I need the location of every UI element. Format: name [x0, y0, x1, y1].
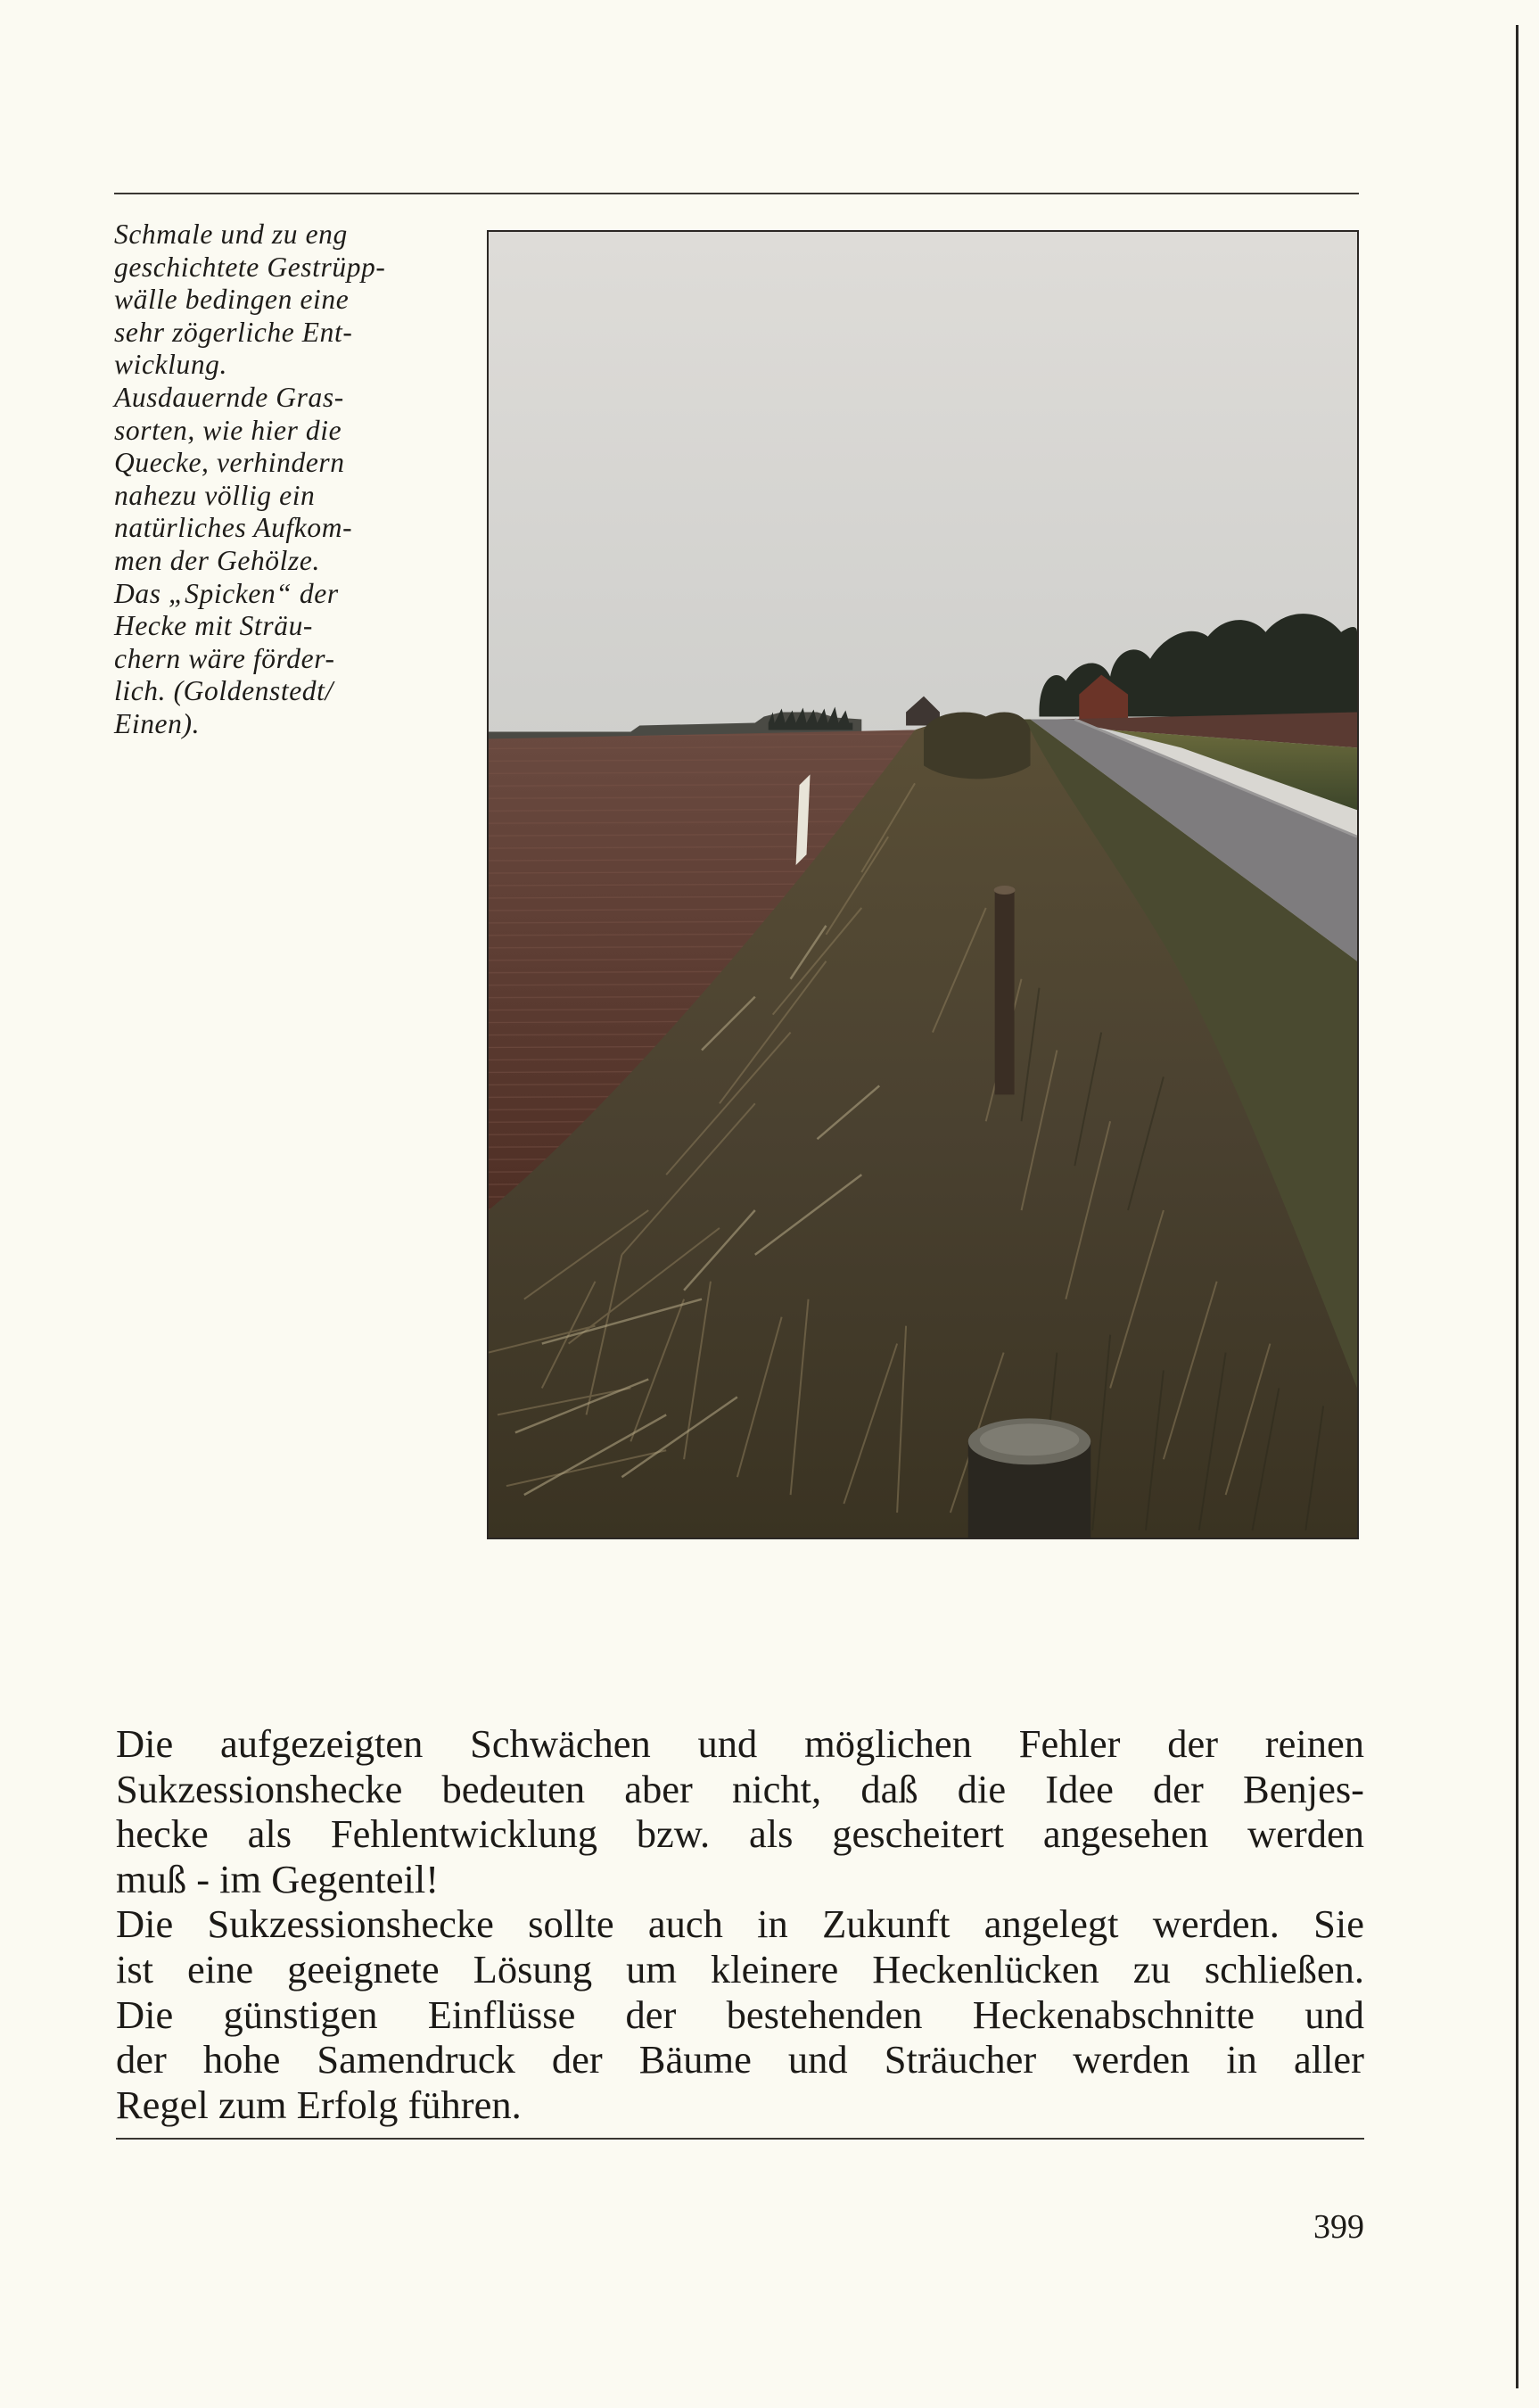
caption-line: geschichtete Gestrüpp-: [114, 251, 386, 283]
body-line: Sukzessionshecke bedeuten aber nicht, daß die Idee der Benjes-: [116, 1766, 1364, 1811]
caption-line: natürliches Aufkom-: [114, 512, 353, 544]
caption-line: Schmale und zu eng: [114, 219, 348, 250]
caption-line: sehr zögerliche Ent-: [114, 316, 353, 348]
bottom-rule: [116, 2138, 1364, 2140]
body-line: muß - im Gegenteil!: [116, 1856, 440, 1901]
top-rule: [114, 193, 1359, 194]
caption-line: wicklung.: [114, 349, 228, 381]
caption-line: Hecke mit Sträu-: [114, 610, 314, 642]
body-line: der hohe Samendruck der Bäume und Sträucher werden in aller: [116, 2037, 1364, 2082]
wooden-fence-post: [995, 890, 1015, 1094]
body-line: Die aufgezeigten Schwächen und möglichen Fehler der reinen: [116, 1721, 1364, 1766]
caption-line: nahezu völlig ein: [114, 479, 316, 511]
body-line: Die Sukzessionshecke sollte auch in Zukunft angelegt werden. Sie: [116, 1901, 1364, 1947]
photo-illustration: [489, 232, 1357, 1538]
caption-line: wälle bedingen eine: [114, 284, 350, 316]
body-line: Regel zum Erfolg führen.: [116, 2082, 522, 2127]
caption-line: chern wäre förder-: [114, 642, 335, 674]
photo-caption: [114, 219, 466, 741]
landscape-photo: [487, 230, 1359, 1539]
page-number: 399: [1313, 2208, 1364, 2246]
fence-post-top: [994, 886, 1016, 895]
body-line: hecke als Fehlentwicklung bzw. als gescheitert angesehen werden: [116, 1811, 1364, 1857]
caption-line: Einen).: [114, 707, 201, 739]
caption-line: sorten, wie hier die: [114, 414, 342, 446]
body-paragraph: [116, 1721, 1364, 2127]
body-line: ist eine geeignete Lösung um kleinere Heckenlücken zu schließen.: [116, 1946, 1364, 1992]
stump-top-highlight: [980, 1423, 1080, 1456]
caption-line: men der Gehölze.: [114, 544, 320, 576]
body-line: Die günstigen Einflüsse der bestehenden Heckenabschnitte und: [116, 1992, 1364, 2037]
hedge-bushes: [924, 713, 1031, 779]
caption-line: Quecke, verhindern: [114, 447, 345, 479]
caption-line: Das „Spicken“ der: [114, 577, 339, 609]
page-edge: [1516, 25, 1518, 2388]
caption-line: lich. (Goldenstedt/: [114, 675, 333, 707]
caption-line: Ausdauernde Gras-: [114, 381, 344, 413]
